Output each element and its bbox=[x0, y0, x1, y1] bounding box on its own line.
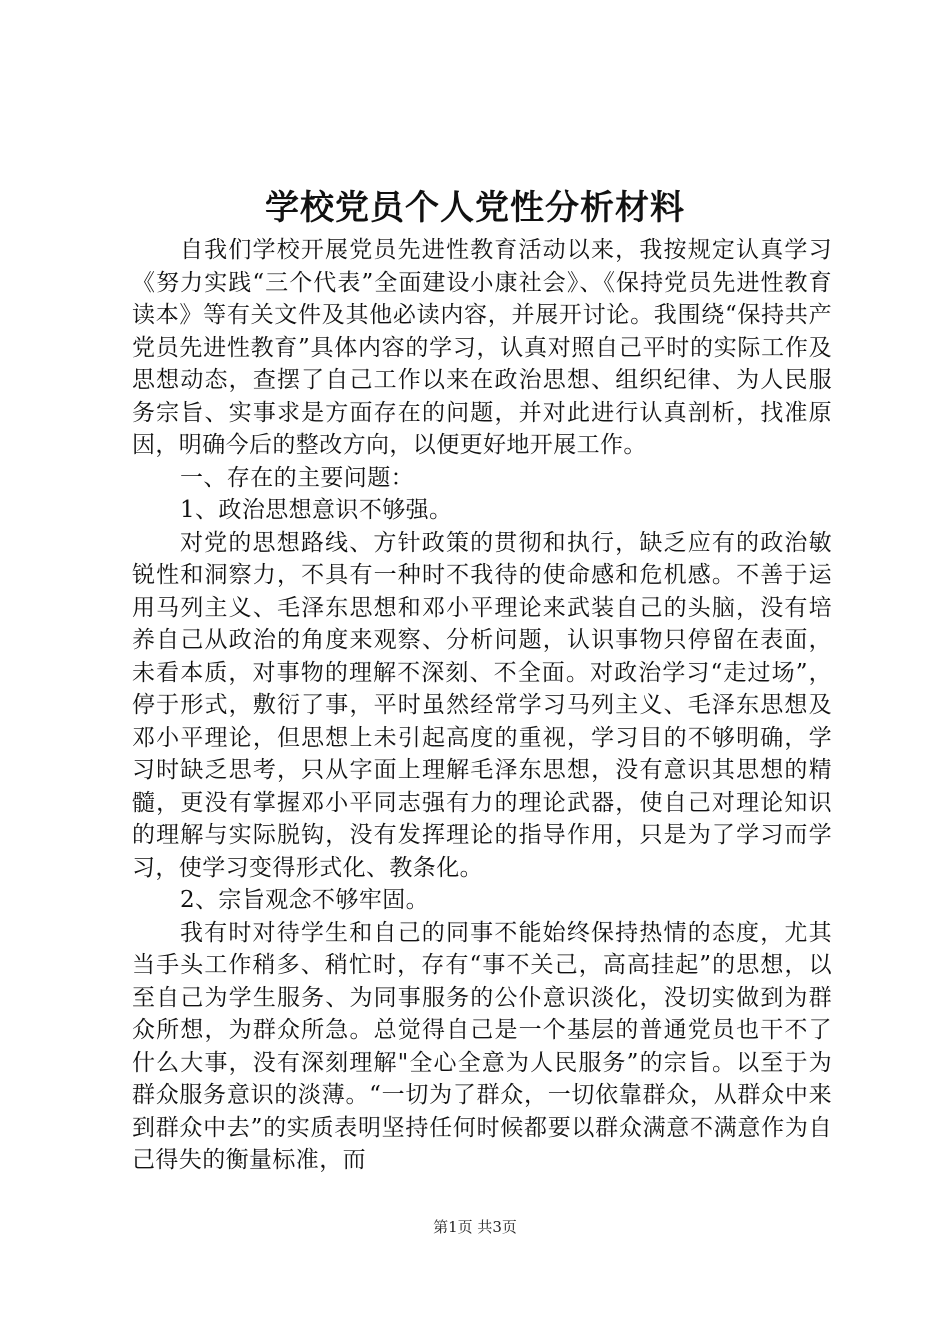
document-body bbox=[132, 234, 832, 1177]
page-footer: 第1页 共3页 bbox=[433, 1218, 517, 1236]
subheading-purpose-concept: 2、宗旨观念不够牢固。 bbox=[180, 887, 430, 913]
document-title: 学校党员个人党性分析材料 bbox=[265, 188, 685, 228]
section-heading-problems: 一、存在的主要问题： bbox=[180, 464, 414, 491]
subheading-political-awareness: 1、政治思想意识不够强。 bbox=[180, 497, 453, 523]
intro-paragraph: 自我们学校开展党员先进性教育活动以来，我按规定认真学习《努力实践“三个代表”全面建设小康社会》、《保持党员先进性教育读本》等有关文件及其他必读内容，并展开讨论。我围绕“保持共产党员先进性教育”具体内容的学习，认真对照自己平时的实际工作及思想动态，查摆了自己工作以来在政治思想、组织纪律、为人民服务宗旨、实事求是方面存在的问题，并对此进行认真剖析，找准原因，明确今后的整改方向，以便更好地开展工作。 bbox=[132, 237, 832, 458]
purpose-concept-paragraph: 我有时对待学生和自己的同事不能始终保持热情的态度，尤其当手头工作稍多、稍忙时，存有“事不关己，高高挂起”的思想，以至自己为学生服务、为同事服务的公仆意识淡化，没切实做到为群众所想，为群众所急。总觉得自己是一个基层的普通党员也干不了什么大事，没有深刻理解"全心全意为人民服务”的宗旨。以至于为群众服务意识的淡薄。“一切为了群众，一切依靠群众，从群众中来到群众中去”的实质表明坚持任何时候都要以群众满意不满意作为自己得失的衡量标准，而 bbox=[132, 919, 832, 1173]
political-awareness-paragraph: 对党的思想路线、方针政策的贯彻和执行，缺乏应有的政治敏锐性和洞察力，不具有一种时不我待的使命感和危机感。不善于运用马列主义、毛泽东思想和邓小平理论来武装自己的头脑，没有培养自己从政治的角度来观察、分析问题，认识事物只停留在表面，未看本质，对事物的理解不深刻、不全面。对政治学习“走过场”，停于形式，敷衍了事，平时虽然经常学习马列主义、毛泽东思想及邓小平理论，但思想上未引起高度的重视，学习目的不够明确，学习时缺乏思考，只从字面上理解毛泽东思想，没有意识其思想的精髓，更没有掌握邓小平同志强有力的理论武器，使自己对理论知识的理解与实际脱钩，没有发挥理论的指导作用，只是为了学习而学习，使学习变得形式化、教条化。 bbox=[132, 529, 832, 881]
